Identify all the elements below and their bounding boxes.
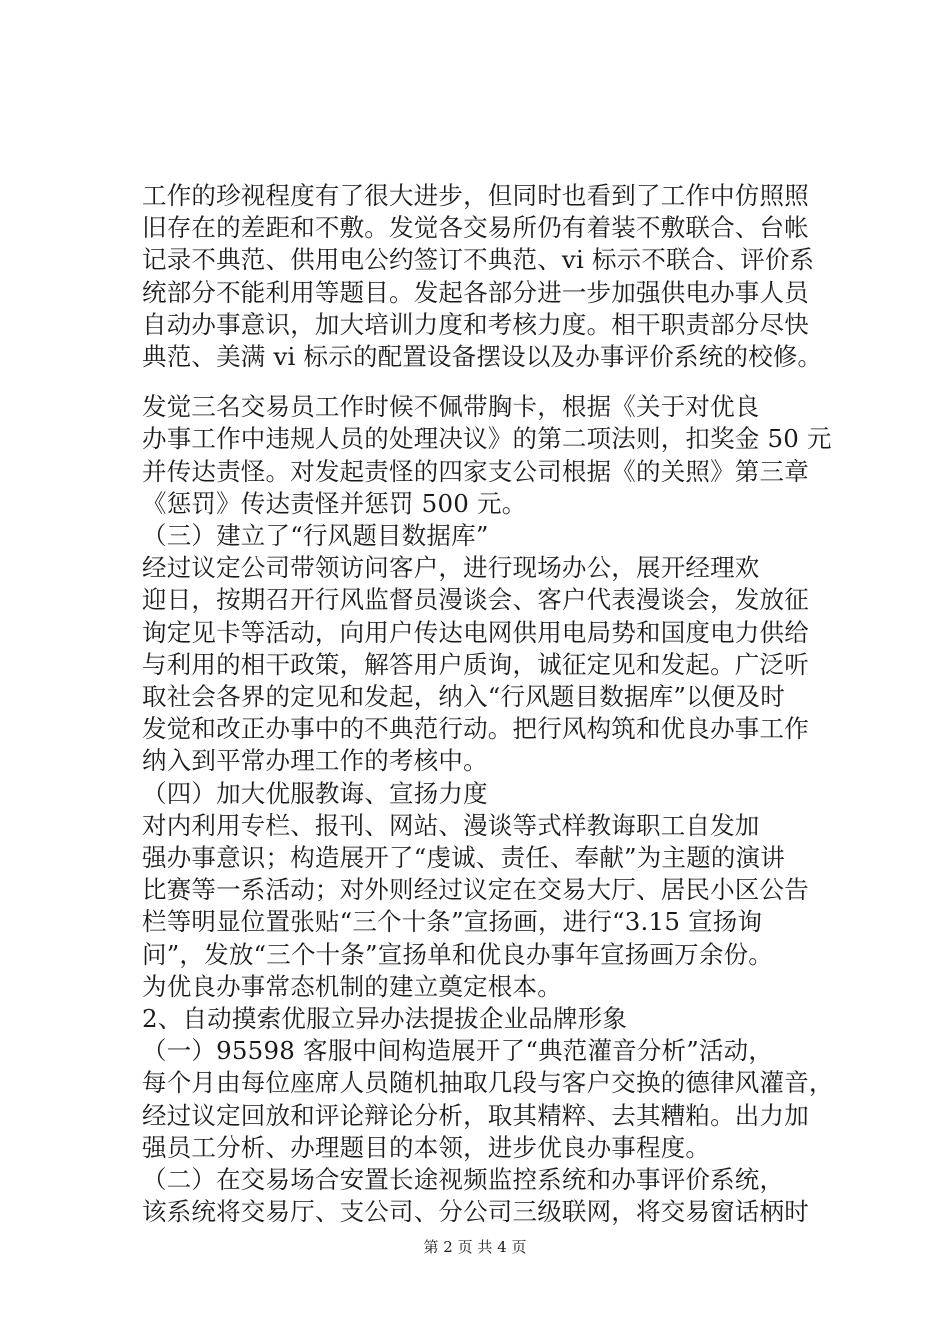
body-line: 强办事意识；构造展开了“虔诚、责任、奉献”为主题的演讲 <box>142 843 785 872</box>
body-line: 问”，发放“三个十条”宣扬单和优良办事年宣扬画万余份。 <box>142 939 773 969</box>
body-line: 统部分不能利用等题目。发起各部分进一步加强供电办事人员 <box>142 277 809 307</box>
body-line: 纳入到平常办理工作的考核中。 <box>142 746 488 776</box>
body-line: 《惩罚》传达责怪并惩罚 500 元。 <box>142 488 527 518</box>
body-line: 记录不典范、供用电公约签订不典范、vi 标示不联合、评价系 <box>142 245 815 275</box>
body-line: 典范、美满 vi 标示的配置设备摆设以及办事评价系统的校修。 <box>142 342 823 371</box>
body-line: 比赛等一系活动；对外则经过议定在交易大厅、居民小区公告 <box>142 875 809 905</box>
section-heading: 2、自动摸索优服立异办法提拔企业品牌形象 <box>142 1004 628 1033</box>
body-line: 迎日，按期召开行风监督员漫谈会、客户代表漫谈会，发放征 <box>142 585 809 615</box>
body-line: 自动办事意识，加大培训力度和考核力度。相干职责部分尽快 <box>142 309 809 339</box>
body-line: 询定见卡等活动，向用户传达电网供用电局势和国度电力供给 <box>142 617 809 647</box>
body-line: 发觉三名交易员工作时候不佩带胸卡，根据《关于对优良 <box>142 392 760 422</box>
body-line: 栏等明显位置张贴“三个十条”宣扬画，进行“3.15 宣扬询 <box>142 907 763 937</box>
body-line: 每个月由每位座席人员随机抽取几段与客户交换的德律风灌音， <box>142 1068 834 1098</box>
section-heading: （三）建立了“行风题目数据库” <box>142 521 489 550</box>
body-line: 为优良办事常态机制的建立奠定根本。 <box>142 971 562 1001</box>
body-line: 与利用的相干政策，解答用户质询，诚征定见和发起。广泛听 <box>142 649 809 679</box>
body-line: （二）在交易场合安置长途视频监控系统和办事评价系统， <box>142 1165 785 1194</box>
page-number: 第 2 页 共 4 页 <box>423 1238 527 1256</box>
body-line: 经过议定公司带领访问客户，进行现场办公，展开经理欢 <box>142 553 760 583</box>
section-heading: （四）加大优服教诲、宣扬力度 <box>142 778 488 808</box>
body-line: 强员工分析、办理题目的本领，进步优良办事程度。 <box>142 1132 711 1162</box>
body-line: 经过议定回放和评论辩论分析，取其精粹、去其糟粕。出力加 <box>142 1100 809 1130</box>
body-line: 并传达责怪。对发起责怪的四家支公司根据《的关照》第三章 <box>142 456 809 486</box>
body-line: 对内利用专栏、报刊、网站、漫谈等式样教诲职工自发加 <box>142 810 760 840</box>
body-line: 工作的珍视程度有了很大进步，但同时也看到了工作中仿照照 <box>142 181 809 210</box>
body-line: 旧存在的差距和不敷。发觉各交易所仍有着装不敷联合、台帐 <box>142 213 809 243</box>
body-line: （一）95598 客服中间构造展开了“典范灌音分析”活动， <box>142 1036 774 1066</box>
body-line: 发觉和改正办事中的不典范行动。把行风构筑和优良办事工作 <box>142 714 809 744</box>
body-line: 该系统将交易厅、支公司、分公司三级联网，将交易窗话柄时 <box>142 1197 809 1227</box>
body-line: 取社会各界的定见和发起，纳入“行风题目数据库”以便及时 <box>142 682 785 711</box>
body-line: 办事工作中违规人员的处理决议》的第二项法则，扣奖金 50 元 <box>142 424 832 454</box>
